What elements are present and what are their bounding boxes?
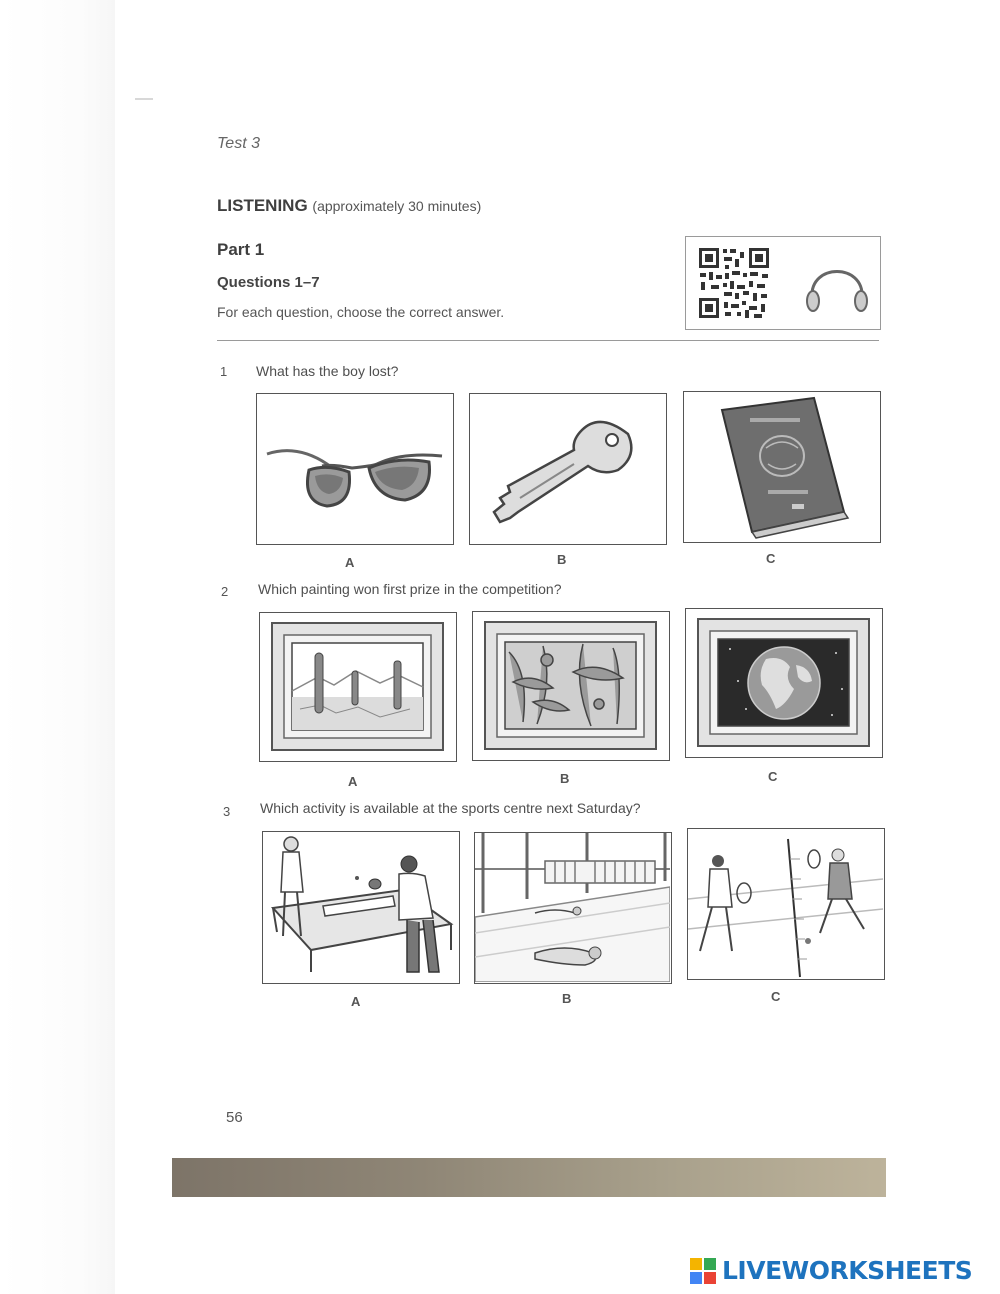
option-image-sunglasses[interactable]	[256, 393, 454, 545]
option-label: B	[560, 771, 570, 786]
option-label: A	[348, 774, 358, 789]
question-text: Which painting won first prize in the competition?	[258, 581, 562, 597]
part-title: Part 1	[217, 240, 265, 259]
questions-range: Questions 1–7	[217, 274, 320, 291]
option-label: C	[771, 989, 781, 1004]
question-number: 3	[223, 804, 231, 819]
section-heading	[217, 196, 481, 216]
option-image-swimming[interactable]	[474, 832, 672, 984]
headphones-icon[interactable]	[802, 253, 872, 315]
option-label: B	[557, 552, 567, 567]
option-label: B	[562, 991, 572, 1006]
liveworksheets-logo[interactable]	[690, 1256, 972, 1285]
footer-bar	[172, 1158, 886, 1197]
question-number: 2	[221, 584, 229, 599]
question-text: Which activity is available at the sports centre next Saturday?	[260, 800, 641, 816]
option-image-earth-painting[interactable]	[685, 608, 883, 758]
question-number: 1	[220, 364, 228, 379]
option-image-passport[interactable]	[683, 391, 881, 543]
option-label: C	[768, 769, 778, 784]
option-label: A	[345, 555, 355, 570]
page-number: 56	[226, 1109, 243, 1126]
option-image-desert-painting[interactable]	[259, 612, 457, 762]
section-title: LISTENING	[217, 196, 308, 215]
option-image-table-tennis[interactable]	[262, 831, 460, 984]
test-title: Test 3	[217, 135, 260, 152]
scan-margin	[0, 0, 115, 1294]
question-text: What has the boy lost?	[256, 363, 399, 379]
option-label: A	[351, 994, 361, 1009]
instruction-text: For each question, choose the correct answer.	[217, 304, 505, 320]
option-image-jungle-painting[interactable]	[472, 611, 670, 761]
qr-code-icon[interactable]	[697, 246, 771, 320]
section-divider	[217, 340, 879, 341]
scan-mark	[135, 98, 153, 100]
option-label: C	[766, 551, 776, 566]
option-image-tennis[interactable]	[687, 828, 885, 980]
watermark-text: LIVEWORKSHEETS	[722, 1256, 973, 1285]
liveworksheets-badge-icon	[690, 1258, 716, 1284]
option-image-key[interactable]	[469, 393, 667, 545]
section-duration: (approximately 30 minutes)	[312, 198, 482, 214]
audio-box	[685, 236, 881, 330]
